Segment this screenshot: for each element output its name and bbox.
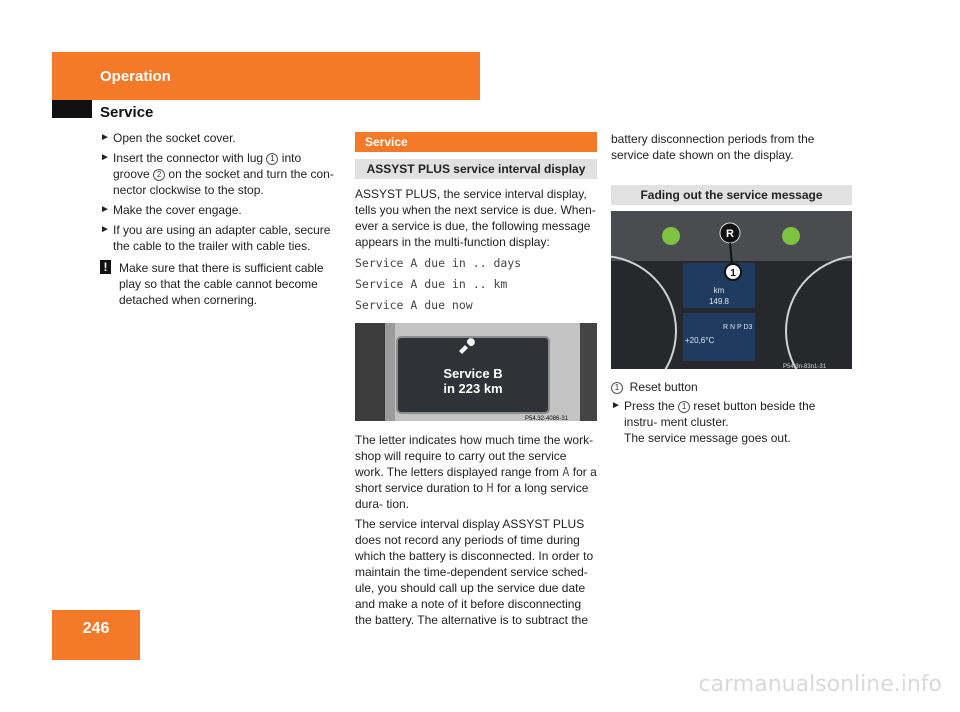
message-now: Service A due now [355,298,473,312]
step-insert-connector: ► Insert the connector with lug 1 into groove 2 on the socket and turn the con- nector clockwise to the stop. [100,151,334,197]
arrow-icon: ► [611,400,621,411]
arrow-icon: ► [100,204,110,215]
reset-legend: 1 Reset button [611,379,852,395]
step-adapter-cable: ► If you are using an adapter cable, secure the cable to the trailer with cable ties. [100,223,331,253]
callout-1-icon: 1 [611,382,623,394]
assyst-intro: ASSYST PLUS, the service interval display, tells you when the next service is due. When- ever a service is due, the following message appears in the multi-function display: [355,187,596,249]
chapter-title: Operation [100,68,171,85]
step-cover-engage: ► Make the cover engage. [100,203,242,217]
step-press-reset: ► Press the 1 reset button beside the instru- ment cluster. The service message goes out. [611,398,852,446]
right-column [611,131,852,166]
reset-letter: R [726,228,734,240]
display-line-2: in 223 km [443,381,503,396]
message-days: Service A due in .. days [355,256,522,270]
gear-indicator: R N P D3 [723,324,753,331]
service-messages [355,255,597,313]
arrow-icon: ► [100,132,110,143]
cluster-photo-code: P54.3n-83n1-31 [783,364,827,369]
warning-icon: ! [100,260,111,274]
instrument-cluster-photo [611,211,852,369]
arrow-icon: ► [100,152,110,163]
section-title: Service [100,104,154,121]
warning-note: ! Make sure that there is sufficient cable play so that the cable cannot become detached when cornering. [100,260,340,308]
arrow-icon: ► [100,224,110,235]
assyst-subsection-bar: ASSYST PLUS service interval display [355,159,597,179]
letter-explanation: The letter indicates how much time the work- shop will require to carry out the service work. The letters displayed range from A for a short service duration to H for a long service dura- tion. [355,433,597,511]
service-section-bar: Service [355,132,597,152]
watermark: carmanualsonline.info [698,672,942,697]
step-open-socket: ► Open the socket cover. [100,131,236,145]
message-km: Service A due in .. km [355,277,508,291]
step-result: The service message goes out. [624,431,791,445]
left-column [100,130,340,308]
odo-unit: km [713,286,725,295]
display-line-1: Service B [443,366,503,381]
battery-continuation: battery disconnection periods from the service date shown on the display. [611,132,815,162]
photo-code: P54.32-4086-31 [525,416,569,421]
right-column-lower [611,205,852,450]
header-marker [52,100,92,118]
battery-note: The service interval display ASSYST PLUS does not record any periods of time during which the battery is disconnected. In order to maintain the time-dependent service sched- ule, you should call up the service due date and make a note of it before disconnecting the battery. The alternative is to subtract the [355,517,594,627]
page-number: 246 [82,620,110,637]
trip-value: 149.8 [708,297,730,306]
callout-2-icon: 2 [153,169,165,181]
fading-subsection-bar: Fading out the service message [611,185,852,205]
service-display-photo [355,323,597,421]
callout-1-icon: 1 [266,153,278,165]
callout-1-icon: 1 [678,401,690,413]
temperature-value: +20,6°C [685,336,715,345]
cluster-callout: 1 [730,268,736,279]
middle-column [355,132,597,631]
